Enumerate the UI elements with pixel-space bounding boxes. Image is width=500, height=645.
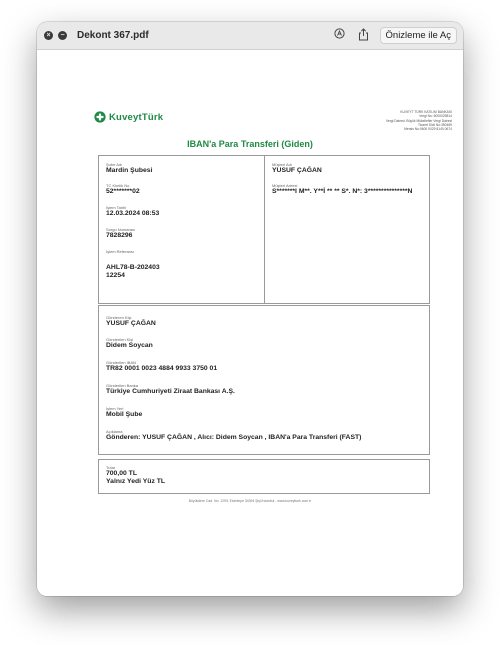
- transfer-details-box: [98, 305, 430, 455]
- bank-name: KuveytTürk: [109, 111, 164, 123]
- bank-info-line: Vergi No: 6000029814: [419, 114, 452, 119]
- transaction-reference-value-cont: 12254: [106, 271, 125, 279]
- amount-in-words: Yalnız Yedi Yüz TL: [106, 477, 166, 485]
- tc-id-value: 52*******02: [106, 188, 140, 195]
- customer-name-label: Müşteri Adı: [272, 162, 293, 167]
- account-info-box: [98, 155, 430, 304]
- amount-box: [98, 459, 430, 494]
- window-title: Dekont 367.pdf: [77, 30, 149, 41]
- customer-address-value: S*******I M**. Y**İ ** ** S*. N*: 3***************N: [272, 188, 413, 195]
- bank-logo: [94, 111, 163, 123]
- transaction-reference-value: AHL78-B-202403: [106, 264, 160, 271]
- sender-value: YUSUF ÇAĞAN: [106, 320, 156, 327]
- transaction-date-value: 12.03.2024 08:53: [106, 210, 160, 217]
- amount-label: Tutar: [106, 465, 116, 470]
- transaction-date-label: İşlem Tarihi: [106, 205, 127, 210]
- customer-address-label: Müşteri Adresi: [272, 183, 298, 188]
- branch-value: Mardin Şubesi: [106, 167, 153, 174]
- description-value: Gönderen: YUSUF ÇAĞAN , Alıcı: Didem Soycan , IBAN'a Para Transferi (FAST): [106, 434, 362, 441]
- recipient-iban-value: TR82 0001 0023 4884 9933 3750 01: [106, 365, 218, 372]
- bank-info-line: Mersis No:0600 0029 8140 0674: [404, 127, 452, 132]
- recipient-iban-label: Gönderilen IBAN: [106, 360, 137, 365]
- amount-value: 700,00 TL: [106, 470, 137, 477]
- preview-window: [37, 22, 463, 596]
- minimize-icon[interactable]: −: [58, 31, 67, 40]
- bank-info-line: KUVEYT TÜRK KATILIM BANKASI: [400, 110, 452, 114]
- transaction-reference-label: İşlem Referansı: [106, 249, 135, 254]
- customer-name-value: YUSUF ÇAĞAN: [272, 167, 322, 174]
- branch-label: Şube Adı: [106, 162, 123, 167]
- query-number-label: Sorgu Numarası: [106, 227, 136, 232]
- kuveytturk-logo-icon: [94, 111, 106, 123]
- recipient-label: Gönderilen Kişi: [106, 337, 134, 342]
- footer-address: Büyükdere Cad. No: 129/1 Esentepe 34394 Şişli İstanbul - www.kuveytturk.com.tr: [188, 499, 312, 503]
- document-title: IBAN'a Para Transferi (Giden): [187, 139, 313, 149]
- pdf-page: [37, 50, 463, 596]
- description-label: Açıklama: [106, 429, 123, 434]
- column-divider: [264, 156, 265, 303]
- close-icon[interactable]: ×: [44, 31, 53, 40]
- title-bar: [37, 22, 463, 50]
- bank-info: [312, 110, 452, 131]
- tc-id-label: TC Kimlik No: [106, 183, 130, 188]
- share-icon[interactable]: [356, 28, 372, 44]
- transaction-place-value: Mobil Şube: [106, 411, 143, 418]
- transaction-place-label: İşlem Yeri: [106, 406, 124, 411]
- bank-info-line: Ticaret Sicil No:350469: [418, 122, 452, 127]
- sender-label: Gönderen Kişi: [106, 315, 132, 320]
- recipient-bank-label: Gönderilen Banka: [106, 383, 139, 388]
- markup-icon[interactable]: [332, 28, 348, 44]
- recipient-value: Didem Soycan: [106, 342, 153, 349]
- recipient-bank-value: Türkiye Cumhuriyeti Ziraat Bankası A.Ş.: [106, 388, 235, 395]
- bank-info-line: Vergi Dairesi: Büyük Mükellefler Vergi Dairesi: [385, 118, 452, 123]
- query-number-value: 7828296: [106, 232, 133, 239]
- open-with-preview-button[interactable]: Önizleme ile Aç: [380, 27, 457, 44]
